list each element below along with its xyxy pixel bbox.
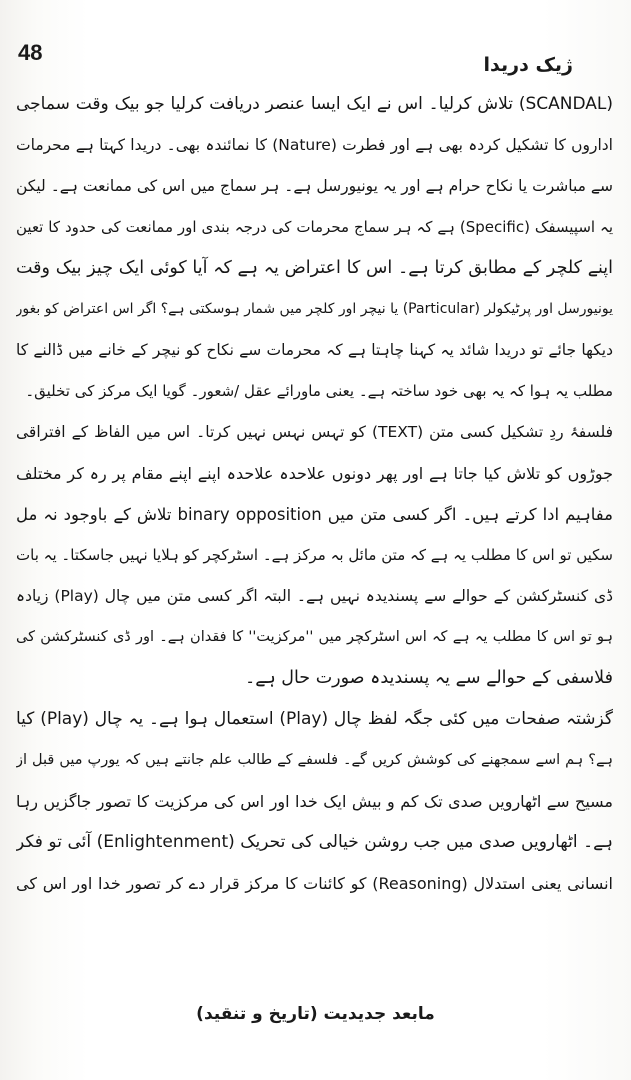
paragraph-1: [16, 84, 613, 412]
text-line: ہو تو اس کا مطلب یہ ہے کہ اس اسٹرکچر میں ''مرکزیت'' کا فقدان ہے۔ اور ڈی کنسٹرکشن کی: [16, 629, 613, 645]
text-line: فلسفۂ ردِ تشکیل کسی متن (TEXT) کو تہس نہس نہیں کرتا۔ اس میں الفاظ کے افتراقی: [16, 423, 613, 441]
text-line: مطلب یہ ہوا کہ یہ بھی خود ساختہ ہے۔ یعنی ماورائے عقل /شعور۔ گویا ایک مرکز کی تخلیق۔: [25, 382, 613, 400]
text-line: اداروں کا تشکیل کردہ بھی ہے اور فطرت (Nature) کا نمائندہ بھی۔ دریدا کہتا ہے محرمات: [16, 136, 613, 154]
text-line: انسانی یعنی استدلال (Reasoning) کو کائنات کا مرکز قرار دے کر تصور خدا اور اس کی: [16, 874, 613, 893]
text-line: فلاسفی کے حوالے سے یہ پسندیدہ صورت حال ہے۔: [244, 668, 613, 688]
running-header: ژیک دریدا: [483, 54, 573, 76]
body-text: [16, 84, 613, 904]
text-line: یونیورسل اور پرٹیکولر (Particular) یا نیچر اور کلچر میں شمار ہوسکتی ہے؟ اگر اس اعتراض کو بغور: [16, 301, 613, 317]
text-line: مسیح سے اٹھارویں صدی تک کم و بیش ایک خدا اور اس کی مرکزیت کا تصور جاگزیں رہا: [16, 792, 613, 811]
text-line: مفاہیم ادا کرتے ہیں۔ اگر کسی متن میں binary opposition تلاش کے باوجود نہ مل: [16, 505, 613, 524]
text-line: ڈی کنسٹرکشن کے حوالے سے پسندیدہ نہیں ہے۔ البتہ اگر کسی متن میں چال (Play) زیادہ: [16, 587, 613, 605]
text-line: ہے۔ اٹھارویں صدی میں جب روشن خیالی کی تحریک (Enlightenment) آئی تو فکر: [16, 832, 613, 852]
text-line: یہ اسپیسفک (Specific) ہے کہ ہر سماج محرمات کی درجہ بندی اور ممانعت کی حدود کا تعین: [16, 218, 613, 236]
page-number: 48: [18, 40, 43, 65]
paragraph-3: [16, 699, 613, 904]
text-line: دیکھا جائے تو دریدا شائد یہ کہنا چاہتا ہے کہ محرمات سے نکاح کو نیچر کے خانے میں ڈالنے کا: [16, 341, 613, 359]
text-line: (SCANDAL) تلاش کرلیا۔ اس نے ایک ایسا عنصر دریافت کرلیا جو بیک وقت سماجی: [16, 94, 613, 114]
footer-book-title: مابعد جدیدیت (تاریخ و تنقید): [196, 1004, 435, 1024]
text-line: سکیں تو اس کا مطلب یہ ہے کہ متن مائل بہ مرکز ہے۔ اسٹرکچر کو ہلایا نہیں جاسکتا۔ یہ بات: [16, 546, 613, 564]
text-line: اپنے کلچر کے مطابق کرتا ہے۔ اس کا اعتراض یہ ہے کہ آیا کوئی ایک چیز بیک وقت: [16, 258, 613, 278]
text-line: جوڑوں کو تلاش کیا جاتا ہے اور پھر دونوں علاحدہ علاحدہ اپنے اپنے مقام پر رہ کر مختلف: [16, 464, 613, 483]
text-line: گزشتہ صفحات میں کئی جگہ لفظ چال (Play) استعمال ہوا ہے۔ یہ چال (Play) کیا: [16, 709, 613, 729]
paragraph-2: [16, 412, 613, 699]
text-line: سے مباشرت یا نکاح حرام ہے اور یہ یونیورسل ہے۔ ہر سماج میں اس کی ممانعت ہے۔ لیکن: [16, 177, 613, 195]
text-line: ہے؟ ہم اسے سمجھنے کی کوشش کریں گے۔ فلسفے کے طالب علم جانتے ہیں کہ یورپ میں قبل از: [16, 752, 613, 768]
